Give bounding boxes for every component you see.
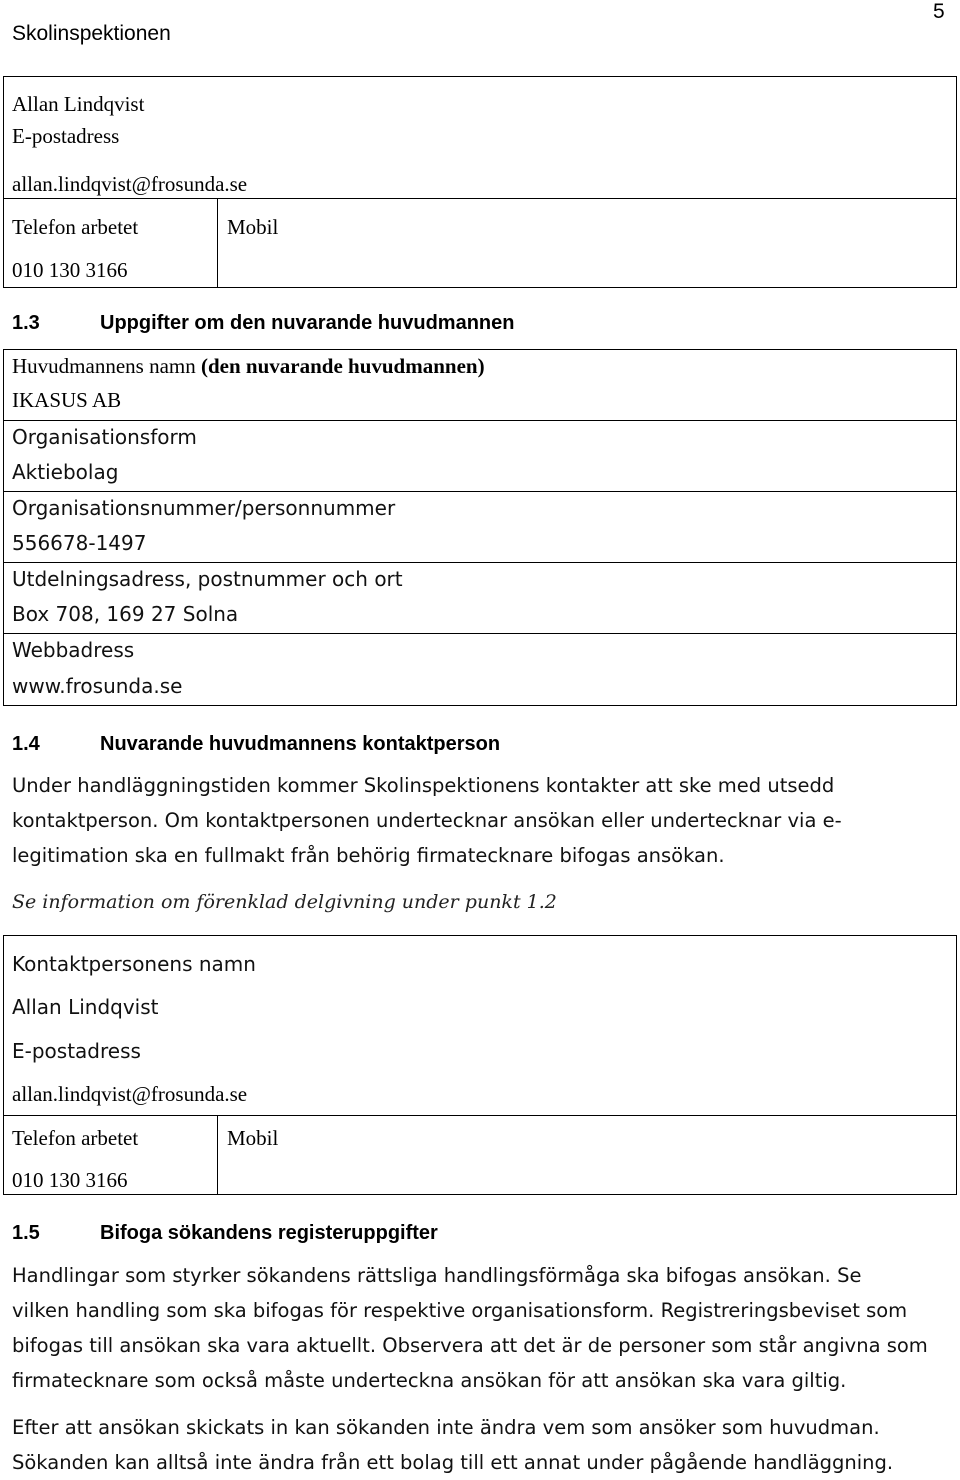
section-number: 1.4 <box>12 733 40 755</box>
org-number-label: Organisationsnummer/personnummer <box>12 496 396 520</box>
contact-name[interactable]: Allan Lindqvist <box>12 92 145 116</box>
phone-value[interactable]: 010 130 3166 <box>12 1168 128 1192</box>
page-number: 5 <box>933 0 945 23</box>
mobile-label: Mobil <box>227 215 279 239</box>
email-value[interactable]: allan.lindqvist@frosunda.se <box>12 1082 248 1106</box>
email-label: E-postadress <box>12 1039 141 1063</box>
section-1-5-heading <box>12 1222 438 1245</box>
org-form-label: Organisationsform <box>12 425 197 449</box>
section-1-5-paragraph-1 <box>12 1258 942 1398</box>
paragraph-line: Efter att ansökan skickats in kan sökanden inte ändra vem som ansöker som huvudman. <box>12 1416 880 1439</box>
paragraph-line: vilken handling som ska bifogas för respektive organisationsform. Registreringsbeviset som <box>12 1299 908 1322</box>
section-number: 1.5 <box>12 1222 40 1244</box>
section-1-4-heading <box>12 733 500 756</box>
email-value[interactable]: allan.lindqvist@frosunda.se <box>12 172 248 196</box>
paragraph-line: kontaktperson. Om kontaktpersonen undertecknar ansökan eller undertecknar via e- <box>12 809 842 832</box>
paragraph-line: Under handläggningstiden kommer Skolinspektionens kontakter att ske med utsedd <box>12 774 835 797</box>
address-value[interactable]: Box 708, 169 27 Solna <box>12 602 239 626</box>
paragraph-line: Handlingar som styrker sökandens rättsliga handlingsförmåga ska bifogas ansökan. Se <box>12 1264 862 1287</box>
phone-label: Telefon arbetet <box>12 215 139 239</box>
web-label: Webbadress <box>12 638 135 662</box>
section-title: Bifoga sökandens registeruppgifter <box>100 1222 438 1244</box>
paragraph-line: firmatecknare som också måste underteckna ansökan för att ansökan ska vara giltig. <box>12 1369 847 1392</box>
paragraph-line: legitimation ska en fullmakt från behörig firmatecknare bifogas ansökan. <box>12 844 725 867</box>
section-title: Uppgifter om den nuvarande huvudmannen <box>100 312 515 334</box>
page-header-title: Skolinspektionen <box>12 22 171 45</box>
section-1-4-paragraph <box>12 768 942 873</box>
delivery-note: Se information om förenklad delgivning under punkt 1.2 <box>12 891 557 913</box>
phone-value[interactable]: 010 130 3166 <box>12 258 128 282</box>
section-title: Nuvarande huvudmannens kontaktperson <box>100 733 501 755</box>
address-label: Utdelningsadress, postnummer och ort <box>12 567 403 591</box>
owner-name-value[interactable]: IKASUS AB <box>12 388 122 412</box>
org-form-value[interactable]: Aktiebolag <box>12 460 119 484</box>
paragraph-line: bifogas till ansökan ska vara aktuellt. Observera att det är de personer som står angivna som <box>12 1334 928 1357</box>
contact-name-label: Kontaktpersonens namn <box>12 952 256 976</box>
email-label: E-postadress <box>12 124 120 148</box>
mobile-label: Mobil <box>227 1126 279 1150</box>
section-1-5-paragraph-2 <box>12 1410 942 1480</box>
org-number-value[interactable]: 556678-1497 <box>12 531 147 555</box>
web-value[interactable]: www.frosunda.se <box>12 674 183 698</box>
owner-name-label: Huvudmannens namn (den nuvarande huvudmannen) <box>12 354 485 378</box>
paragraph-line: Sökanden kan alltså inte ändra från ett bolag till ett annat under pågående handläggning. <box>12 1451 894 1474</box>
section-1-3-heading <box>12 312 514 335</box>
phone-label: Telefon arbetet <box>12 1126 139 1150</box>
contact-name[interactable]: Allan Lindqvist <box>12 995 159 1019</box>
section-number: 1.3 <box>12 312 40 334</box>
